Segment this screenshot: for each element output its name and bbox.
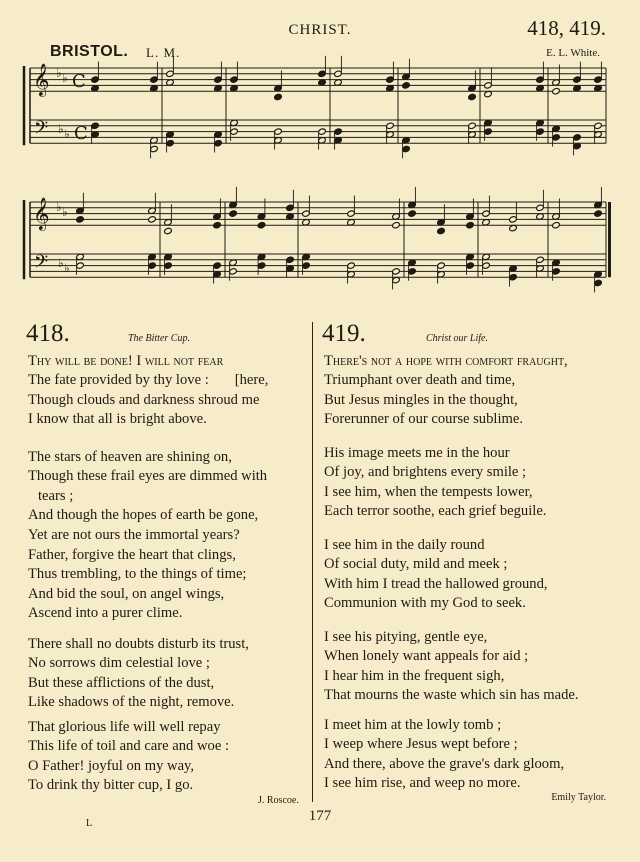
svg-text:C: C (74, 123, 88, 144)
page-number: 177 (308, 808, 332, 824)
hymn-419-stanza-5 (324, 716, 564, 794)
column-divider (312, 322, 313, 802)
verse-line: But Jesus mingles in the thought, (324, 391, 518, 408)
verse-line: I see him in the daily round (324, 537, 485, 553)
svg-text:♭: ♭ (56, 200, 62, 214)
svg-text:♭: ♭ (56, 66, 62, 80)
verse-line: Of joy, and brightens every smile ; (324, 464, 527, 481)
hymn-418-stanza-1 (28, 352, 268, 430)
section-title: CHRIST. (288, 22, 352, 38)
hymn-418-stanza-3 (28, 546, 246, 624)
verse-line: Though these frail eyes are dimmed with (28, 468, 268, 485)
verse-line: Each terror soothe, each grief beguile. (324, 503, 547, 520)
svg-text:♭: ♭ (62, 71, 68, 85)
verse-line: tears ; (38, 487, 74, 504)
verse-line: There's not a hope with comfort fraught, (324, 353, 568, 369)
svg-text:𝄢: 𝄢 (34, 118, 49, 143)
tune-meter: L. M. (146, 45, 181, 60)
svg-text:♭: ♭ (62, 205, 68, 219)
verse-line: Though clouds and darkness shroud me (28, 391, 260, 408)
verse-line: The stars of heaven are shining on, (28, 449, 232, 465)
verse-line: I see him, when the tempests lower, (324, 483, 533, 500)
signature-mark: L (86, 818, 93, 829)
verse-line: This life of toil and care and woe : (28, 738, 229, 755)
verse-line: Triumphant over death and time, (324, 372, 516, 389)
hymn-419-stanza-2 (324, 444, 546, 522)
verse-line: I meet him at the lowly tomb ; (324, 717, 502, 733)
verse-line: Forerunner of our course sublime. (324, 411, 523, 428)
verse-line: And bid the soul, on angel wings, (28, 585, 225, 602)
verse-line: There shall no doubts disturb its trust, (28, 636, 249, 652)
hymn-419-stanza-3 (324, 536, 548, 614)
verse-line: Thy will be done! I will not fear (28, 353, 224, 369)
svg-text:C: C (72, 71, 86, 92)
verse-line: To drink thy bitter cup, I go. (28, 777, 194, 794)
verse-line: Communion with my God to seek. (324, 595, 526, 612)
hymn-418-stanza-2 (28, 448, 267, 545)
verse-line: I know that all is bright above. (28, 411, 207, 428)
verse-line: His image meets me in the hour (324, 445, 510, 461)
verse-line: Of social duty, mild and meek ; (324, 556, 508, 573)
verse-line: When lonely want appeals for aid ; (324, 648, 529, 665)
verse-line: Ascend into a purer clime. (28, 605, 183, 622)
music-score (0, 0, 640, 320)
svg-text:𝄞: 𝄞 (33, 63, 50, 96)
verse-line: That glorious life will well repay (28, 719, 221, 735)
svg-text:𝄞: 𝄞 (33, 197, 50, 230)
hymn-419-stanza-1 (324, 352, 568, 430)
verse-line: With him I tread the hallowed ground, (324, 575, 548, 592)
verse-line: No sorrows dim celestial love ; (28, 655, 210, 672)
verse-line: I see his pitying, gentle eye, (324, 629, 488, 645)
verse-line: Father, forgive the heart that clings, (28, 547, 236, 563)
hymn-418-title: The Bitter Cup. (128, 333, 190, 344)
verse-line: That mourns the waste which sin has made. (324, 687, 579, 704)
hymn-419-stanza-4 (324, 628, 579, 706)
svg-text:♭: ♭ (64, 261, 70, 275)
svg-text:♭: ♭ (64, 127, 70, 141)
hymn-419-author: Emily Taylor. (551, 792, 606, 803)
svg-text:𝄢: 𝄢 (34, 252, 49, 277)
hymn-418-number: 418. (26, 320, 70, 347)
tune-name: BRISTOL. (50, 43, 129, 60)
hymn-419-number: 419. (322, 320, 366, 347)
verse-line: And there, above the grave's dark gloom, (324, 755, 565, 772)
verse-line: Like shadows of the night, remove. (28, 694, 235, 711)
hymn-418-stanza-4 (28, 635, 249, 713)
verse-line: Thus trembling, to the things of time; (28, 566, 247, 583)
verse-line: I hear him in the frequent sigh, (324, 667, 505, 684)
verse-line: Yet are not ours the immortal years? (28, 526, 240, 543)
verse-line: And though the hopes of earth be gone, (28, 507, 259, 524)
verse-line: O Father! joyful on my way, (28, 757, 195, 774)
verse-line: I weep where Jesus wept before ; (324, 736, 518, 753)
verse-line: But these afflictions of the dust, (28, 674, 215, 691)
verse-line: The fate provided by thy love : [here, (28, 372, 269, 389)
verse-line: I see him rise, and weep no more. (324, 775, 521, 792)
hymn-418-stanza-5 (28, 718, 229, 796)
svg-text:♭: ♭ (58, 122, 64, 136)
hymn-419-title: Christ our Life. (426, 333, 488, 344)
svg-text:♭: ♭ (58, 256, 64, 270)
hymn-418-author: J. Roscoe. (258, 795, 299, 806)
tune-composer: E. L. White. (546, 47, 600, 59)
hymn-numbers: 418, 419. (527, 16, 606, 40)
